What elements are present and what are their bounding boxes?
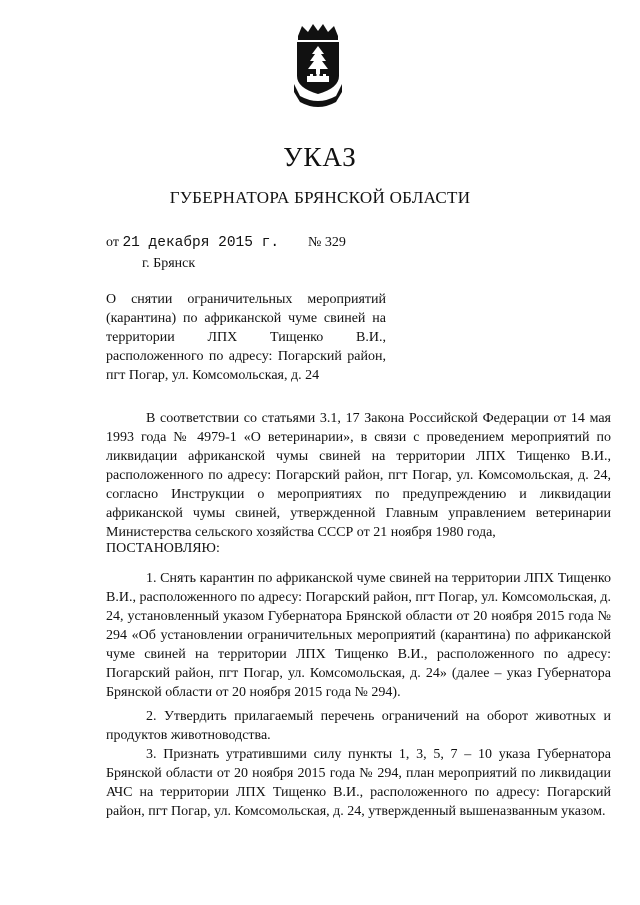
preamble-paragraph: В соответствии со статьями 3.1, 17 Закона Российской Федерации от 14 мая 1993 года № 4979-1 «О ветеринарии», в связи с проведением мероприятий по ликвидации африканской чумы свиней на территории ЛПХ Тищенко В.И., расположенного по адресу: Погарский район, пгт Погар, ул. Комсомольская, д. 24, согласно Инструкции о мероприятиях по предупреждению и ликвидации африканской чумы свиней, утвержденной Главным управлением ветеринарии Министерства сельского хозяйства СССР от 21 ноября 1980 года, (106, 411, 611, 540)
document-number: № 329 (308, 235, 346, 250)
document-subject: О снятии ограничительных мероприятий (карантина) по африканской чуме свиней на территории ЛПХ Тищенко В.И., расположенного по адресу: Погарский район, пгт Погар, ул. Комсомольская, д. 24 (106, 292, 386, 383)
decree-word: ПОСТАНОВЛЯЮ: (106, 541, 220, 556)
item-1-paragraph: 1. Снять карантин по африканской чуме свиней на территории ЛПХ Тищенко В.И., расположенного по адресу: Погарский район, пгт Погар, ул. Комсомольская, д. 24, установленный указом Губернатора Брянской области от 20 ноября 2015 года № 294 «Об установлении ограничительных мероприятий (карантина) по африканской чуме свиней на территории ЛПХ Тищенко В.И., расположенного по адресу: Погарский район, пгт Погар, ул. Комсомольская, д. 24» (далее – указ Губернатора Брянской области от 20 ноября 2015 года № 294). (106, 571, 611, 700)
document-subtitle: ГУБЕРНАТОРА БРЯНСКОЙ ОБЛАСТИ (169, 188, 471, 207)
item-3-paragraph: 3. Признать утратившими силу пункты 1, 3, 5, 7 – 10 указа Губернатора Брянской области от 20 ноября 2015 года № 294, план мероприятий по ликвидации АЧС на территории ЛПХ Тищенко В.И., расположенного по адресу: Погарский район, пгт Погар, ул. Комсомольская, д. 24, утвержденный вышеназванным указом. (106, 747, 611, 819)
coat-of-arms-icon (292, 22, 344, 110)
document-date: 21 декабря 2015 г. (122, 235, 280, 251)
date-line (106, 235, 279, 251)
document-city: г. Брянск (142, 256, 196, 271)
document-title: УКАЗ (283, 142, 357, 172)
item-2-paragraph: 2. Утвердить прилагаемый перечень ограничений на оборот животных и продуктов животноводства. (106, 709, 611, 743)
date-prefix: от (106, 235, 119, 250)
